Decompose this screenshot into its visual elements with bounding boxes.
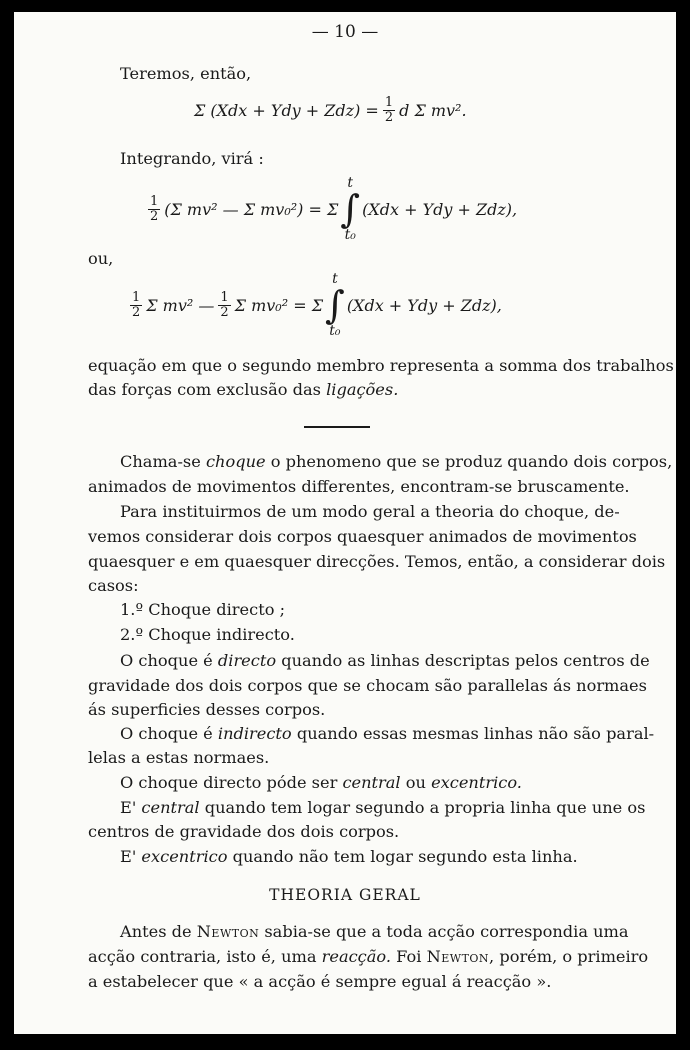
fraction-numerator: 1 [132,289,141,305]
italic-term: ligações. [326,380,399,399]
text-line: vemos considerar dois corpos quaesquer animados de movimentos [88,527,637,546]
text-span: quando tem logar segundo a propria linha que une os [199,798,646,817]
equation-rhs: (Xdx + Ydy + Zdz), [346,295,502,315]
book-page [14,12,676,1034]
section-divider [304,426,370,428]
text-line: ou, [88,249,114,268]
text-span: ou [400,773,432,792]
integral-icon: ∫ [340,187,361,231]
text-line [88,382,398,398]
page-number: — 10 — [311,22,379,42]
text-span: Antes de [120,922,197,941]
text-line: ás superficies desses corpos. [88,700,326,719]
text-line [120,775,522,791]
italic-term: central [141,798,200,817]
equation-rhs: d Σ mv². [399,100,467,120]
italic-term: excentrico [141,847,228,866]
text-span: , porém, o primeiro [489,947,649,966]
text-line [120,454,672,470]
text-span: acção contraria, isto é, uma [88,947,322,966]
equation-2 [144,176,517,242]
small-caps-name: Newton [196,922,260,941]
text-line [88,947,649,966]
text-span: quando essas mesmas linhas não são paral- [291,724,655,743]
fraction [218,291,230,319]
text-span: E' [120,847,142,866]
integral-icon: ∫ [325,283,345,327]
integral-lower-limit: t₀ [329,323,341,339]
fraction-denominator: 2 [220,304,229,320]
text-span: quando não tem logar segundo esta linha. [227,847,578,866]
italic-term: central [342,773,401,792]
text-span: das forças com exclusão das [88,380,327,399]
integral-sign [340,176,360,242]
integral-upper-limit: t [332,271,338,287]
text-span: O choque é [120,651,218,670]
text-span: O choque directo póde ser [120,773,343,792]
section-heading: THEORIA GERAL [269,886,421,904]
text-line: equação em que o segundo membro representa a somma dos trabalhos [88,356,674,375]
equation-term: Σ mv² — [146,295,215,315]
italic-term: indirecto [217,724,292,743]
list-item: 1.º Choque directo ; [120,600,286,619]
text-span: O choque é [120,724,218,743]
text-line: casos: [88,576,139,595]
text-line: animados de movimentos differentes, encontram-se bruscamente. [88,477,630,496]
list-item: 2.º Choque indirecto. [120,625,295,644]
small-caps-name: Newton [426,947,490,966]
fraction-numerator: 1 [220,289,229,305]
text-span: quando as linhas descriptas pelos centros de [276,651,650,670]
italic-term: excentrico. [431,773,522,792]
text-span: o phenomeno que se produz quando dois corpos, [265,452,673,471]
text-span: Chama-se [120,452,206,471]
text-line: quaesquer e em quaesquer direcções. Temos, então, a considerar dois [88,552,666,571]
text-line: Integrando, virá : [120,149,264,168]
equation-lhs: Σ mv₀² = Σ [234,295,323,315]
equation-rhs: (Xdx + Ydy + Zdz), [362,199,518,219]
text-line: lelas a estas normaes. [88,748,270,767]
integral-sign [325,272,345,338]
equation-lhs: Σ (Xdx + Ydy + Zdz) = [194,100,379,120]
fraction-denominator: 2 [132,304,141,320]
equation-3 [126,272,502,338]
fraction-denominator: 2 [384,109,394,125]
text-line: gravidade dos dois corpos que se chocam são parallelas ás normaes [88,676,647,695]
text-line [120,798,646,817]
fraction-numerator: 1 [150,193,159,209]
text-line: Para instituirmos de um modo geral a theoria do choque, de- [120,502,620,521]
text-span: sabia-se que a toda acção correspondia uma [259,922,629,941]
text-line [120,651,650,670]
fraction [130,291,142,319]
text-line [120,849,578,865]
text-line: centros de gravidade dos dois corpos. [88,822,400,841]
integral-lower-limit: t₀ [344,227,356,243]
italic-term: choque [205,452,266,471]
fraction [148,195,160,223]
text-span: Foi [391,947,427,966]
text-span: E' [120,798,142,817]
text-line: a estabelecer que « a acção é sempre egual á reacção ». [88,972,552,991]
italic-term: reacção. [321,947,391,966]
italic-term: directo [217,651,277,670]
fraction-denominator: 2 [150,208,159,224]
text-line [120,922,629,941]
equation-1 [194,96,467,124]
integral-upper-limit: t [347,175,354,191]
text-line [120,724,655,743]
fraction [383,96,395,124]
text-line: Teremos, então, [120,64,252,83]
fraction-numerator: 1 [384,95,394,110]
equation-lhs: (Σ mv² — Σ mv₀²) = Σ [164,199,339,219]
